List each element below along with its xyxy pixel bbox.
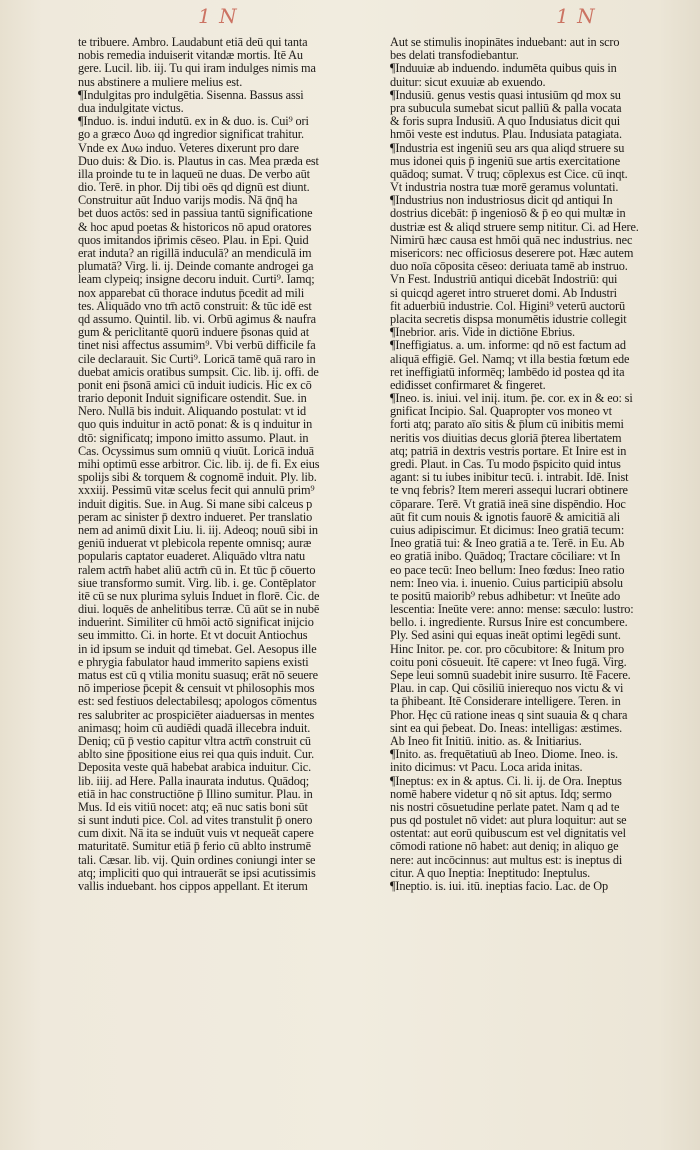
text-line: nem: Ineo via. i. inuenio. Cuius participiū absolu (390, 576, 623, 590)
text-line: te vnq febris? Item mereri assequi lucrari obtinere (390, 484, 628, 498)
text-line: leam clypeiq; insigne decoru induit. Curti⁹. Iamq; (78, 273, 315, 287)
text-line: Deniq; cū p̄ vestio capitur vltra actm̄ construit cū (78, 734, 311, 748)
text-line: illa proinde tu te in laqueū ne duas. De verbo aūt (78, 167, 310, 181)
text-line: aūt fit cum nouis & ignotis fauorē & amicitiā ali (390, 510, 620, 524)
text-line: te positū maiorib⁹ rebus adhibetur: vt Ineūte ado (390, 589, 621, 603)
text-line: lib. iiij. ad Here. Palla inaurata indutus. Quādoq; (78, 774, 310, 788)
text-line: est: sed festiuos delectabilesq; apologos cōmentus (78, 695, 317, 709)
text-line: Vt industria nostra tuæ morē geramus voluntati. (390, 181, 619, 195)
text-line: duo noīa cōposita cēseo: deriuata tamē ab instruo. (390, 260, 628, 274)
text-line: fit aduerbiū industrie. Col. Higini⁹ veterū auctorū (390, 299, 626, 313)
text-line: eo gratiā inibo. Quādoq; Tractare cōciliare: vt In (390, 550, 621, 564)
text-line: animasq; hoim cū audiēdi quadā illecebra induit. (78, 721, 311, 735)
text-line: ponit eni p̄sonā amici cū induit iudicis. Hic ex cō (78, 378, 312, 392)
text-line: mihi optimū esse arbitror. Cic. lib. ij. de fi. Ex eius (78, 458, 320, 471)
text-line: Ply. Sed asini qui equas ineāt optimi legēdi sunt. (390, 629, 621, 643)
text-line: trario deponit Induit significare ostendit. Sue. in (78, 392, 307, 406)
text-line: & hoc apud poetas & historicos nō apud oratores (78, 220, 312, 234)
text-line: aliquā effigiē. Gel. Namq; vt illa bestia fœtum ede (390, 352, 630, 366)
text-line: induit digitis. Sue. in Aug. Si mane sibi calceus p (78, 497, 313, 511)
text-line: dustriæ est & aliqd struere semp nititur. Ci. ad Here. (390, 220, 639, 234)
text-line: neritis vos diuitias decus gloriā p̄terea libertatem (390, 431, 622, 445)
text-line: matus est cū q vtilia monitu suasuq; erāt nō seuere (78, 669, 318, 682)
text-line: Duo duis: & Dio. is. Plautus in cas. Mea præda est (78, 154, 319, 168)
text-line: spolijs sibi & torquem & cognomē induit. Ply. lib. (78, 471, 317, 485)
text-line: coitu poni cōsueuit. Itē capere: vt Ineo fugā. Virg. (390, 655, 627, 669)
text-line: induerint. Similiter cū hmōi actō significat inijcio (78, 616, 314, 630)
text-line: diui. loquēs de anhelitibus terræ. Cū aūt se in nubē (78, 603, 320, 617)
text-line: & foris supra Indusiū. A quo Indusiatus dicit qui (390, 115, 621, 129)
text-line: quos imitandos ip̄rimis cēseo. Plau. in Epi. Quid (78, 233, 309, 247)
text-line: go a græco Δυω qd ingredior significat trahitur. (78, 128, 304, 142)
text-line: ostentat: aut eorū quibuscum est vel dignitatis vel (390, 827, 626, 841)
text-line: si sunt induti pice. Col. ad vites transtulit p̄ onero (78, 814, 313, 828)
text-line: cum dixit. Nā ita se induūt vuis vt nequeāt capere (78, 827, 314, 841)
text-line: atq; impliciti quo qui intrauerāt se ipsi acutissimis (78, 866, 316, 880)
text-line: dio. Terē. in phor. Dij tibi oēs qd dignū est diunt. (78, 181, 310, 195)
text-line: ¶Induuiæ ab induendo. indumēta quibus quis in (390, 62, 617, 76)
text-line: bes delati transfodiebantur. (390, 49, 519, 63)
folio-mark-right: 1 N (556, 4, 596, 28)
text-line: ¶Industria est ingeniū seu ars qua aliqd struere su (390, 141, 625, 155)
text-line: Mus. Id eis vitiū nocet: atq; eā nuc satis boni sūt (78, 800, 308, 814)
text-line: cile declarauit. Sic Curti⁹. Loricā tamē quā raro in (78, 352, 316, 366)
text-line: Construitur aūt Induo varijs modis. Nā q̄nq̄ ha (78, 194, 298, 208)
text-line: Plau. in cap. Qui cōsiliū inierequo nos victu & vi (390, 682, 624, 696)
text-line: cōparare. Terē. Vt gratiā ineā sine dispēndio. Hoc (390, 497, 626, 511)
text-line: ablto sine p̄positione eius rei qua quis induit. Cur. (78, 748, 315, 762)
text-line: res salubriter ac prospiciēter aiaduersas in mentes (78, 708, 315, 722)
text-line: Nero. Nullā bis induit. Aliquando postulat: vt id (78, 405, 306, 419)
folio-mark-left: 1 N (198, 4, 238, 28)
text-line: plumatā? Virg. li. ij. Deinde comante androgei ga (78, 260, 314, 274)
text-line: si quicqd ageret intro strueret domi. Ab Industri (390, 286, 617, 300)
text-line: nomē habere videtur q nō sit aptus. Idq; sermo (390, 787, 612, 801)
text-column-left (78, 36, 378, 893)
text-line: ret ineffigiatū informēq; lambēdo id postea qd ita (390, 365, 625, 379)
text-line: pus qd postulet nō videt: aut plura loquitur: aut se (390, 814, 627, 828)
text-line: gum & periclitantē quorū induere p̄sonas quid at (78, 326, 309, 340)
text-line: ¶Ineo. is. iniui. vel iniį. itum. p̄e. cor. ex in & eo: si (390, 392, 633, 406)
text-line: Phor. Hęc cū ratione ineas q sint suauia & q chara (390, 708, 628, 722)
text-line: atq; patriā in dextris vestris portare. Et Inire est in (390, 444, 627, 458)
text-line: Hinc Initor. pe. cor. pro cōcubitore: & Initum pro (390, 642, 624, 656)
text-line: erat induta? an rigillā induculā? an mendiculā im (78, 247, 312, 260)
text-line: peram ac sinister p̄ dextro indueret. Per translatio (78, 510, 313, 524)
text-line: hmōi veste est indutus. Plau. Indusiata patagiata. (390, 128, 622, 142)
text-line: ¶Inebrior. aris. Vide in dictiōne Ebrius. (390, 326, 575, 340)
text-line: ¶Inito. as. frequētatiuū ab Ineo. Diome. Ineo. is. (390, 748, 618, 762)
text-line: in id ipsum se induit qd timebat. Gel. Aesopus ille (78, 642, 317, 656)
text-line: tes. Aliquādo vno tm̄ actō construit: & tūc idē est (78, 299, 312, 313)
text-line: dostrius dicebāt: p̄ ingeniosō & p̄ eo qui multæ in (390, 207, 626, 221)
text-line: etiā in hac constructiōne p̄ Illino sumitur. Plau. in (78, 787, 313, 801)
text-line: tali. Cæsar. lib. vij. Quin ordines coniungi inter se (78, 853, 316, 867)
text-line: gredi. Plaut. in Cas. Tu modo p̄spicito quid intus (390, 458, 621, 471)
text-line: duebat amicis oratibus sumpsit. Cic. lib. ij. offi. de (78, 365, 319, 379)
text-line: quādoq; sumat. V truq; cōplexus est Cice. cū inqt. (390, 167, 628, 181)
text-line: te tribuere. Ambro. Laudabunt etiā deū qui tanta (78, 36, 308, 49)
text-line: ¶Ineptio. is. iui. itū. ineptias facio. Lac. de Op (390, 880, 608, 893)
text-line: ¶Indulgitas pro indulgētia. Sisenna. Bassus assi (78, 88, 304, 102)
text-line: inito dicimus: vt Pacu. Loca arida initas. (390, 761, 583, 775)
text-line: forti atq; parato aīo sitis & p̄lum cū inibitis memi (390, 418, 624, 432)
text-line: nere: aut incōcinnus: aut multus est: is ineptus di (390, 853, 623, 867)
text-line: lescentia: Ineūte vere: anno: mense: sæculo: lustro: (390, 603, 634, 617)
text-line: seu immitto. Ci. in horte. Et vt docuit Antiochus (78, 629, 308, 643)
text-line: nox apparebat cū thorace indutus p̄cedit ad mili (78, 286, 305, 300)
text-line: nem ad animū dixit Liu. li. iij. Adeoq; nouū sibi in (78, 523, 318, 537)
text-line: placita secretis dispsa monumētis idustrie collegit (390, 312, 627, 326)
text-line: dua indulgitate victus. (78, 101, 184, 115)
text-line: sint ea qui p̄ebeat. Do. Ineas: intelligas: æstimes. (390, 721, 623, 735)
text-line: cōmodi ratione nō habet: aut deniq; in aliquo ge (390, 840, 619, 854)
text-line: bello. i. ingrediente. Rursus Inire est concumbere. (390, 616, 628, 630)
text-line: quo quis induitur in actō ponat: & is q induitur in (78, 418, 313, 432)
text-line: nus abstinere a muliere melius est. (78, 75, 243, 89)
text-line: misericors: nec officiosus deserere pot. Hæc autem (390, 247, 634, 260)
text-line: bet duos actōs: sed in passiua tantū significatione (78, 207, 313, 221)
text-line: Aut se stimulis inopinātes induebant: aut in scro (390, 36, 620, 49)
text-line: Cas. Ocyssimus sum omniū q viuūt. Loricā induā (78, 444, 314, 458)
text-line: Nimirū hæc causa est hmōi quā nec industrius. nec (390, 233, 633, 247)
text-column-right (390, 36, 694, 893)
text-line: Vn Fest. Industriū antiqui dicebāt Indostriū: qui (390, 273, 618, 287)
text-line: ta p̄hibeant. Itē Considerare intelligere. Teren. in (390, 695, 621, 709)
text-line: Vnde ex Δυω induo. Veteres dixerunt pro dare (78, 141, 299, 155)
text-line: cuius adipiscimur. Et dicimus: Ineo gratiā tecum: (390, 523, 625, 537)
text-line: maturitatē. Sumitur etiā p̄ ferio cū ablto instrumē (78, 840, 311, 854)
text-line: ¶Indusiū. genus vestis quasi intusiūm qd mox su (390, 88, 621, 102)
text-line: siue transformo sumit. Virg. lib. i. ge. Contēplator (78, 576, 316, 590)
text-line: xxxiij. Pessimū vitæ scelus fecit qui annulū prim⁹ (78, 484, 315, 498)
text-line: nō imperiose p̄cepit & censuit vt philosophis mos (78, 682, 315, 696)
text-line: ¶Ineffigiatus. a. um. informe: qd nō est factum ad (390, 339, 626, 353)
text-line: gnificat Incipio. Sal. Quapropter vos moneo vt (390, 405, 612, 419)
text-line: pra subucula sumebat sicut palliū & palla vocata (390, 101, 622, 115)
text-line: dtō: significatq; impono imitto assumo. Plaut. in (78, 431, 309, 445)
text-line: e phrygia fabulator haud immerito sapiens existi (78, 655, 309, 669)
text-line: gere. Lucil. lib. iij. Tu qui iram indulges nimis ma (78, 62, 316, 76)
text-line: nis nostri cōsuetudine perlate patet. Nam q ad te (390, 800, 620, 814)
text-line: Ab Ineo fit Initiū. initio. as. & Initiarius. (390, 734, 582, 748)
text-line: mus idonei quis p̄ ingeniū sue artis exercitatione (390, 154, 620, 168)
text-line: Sepe leui somnū suadebit inire susurro. Itē Facere. (390, 669, 631, 682)
text-line: tinet nisi affectus assumim⁹. Vbi verbū difficile fa (78, 339, 316, 353)
text-line: Deposita veste quā habebat arabica induitur. Cic. (78, 761, 312, 775)
text-line: ralem actm̄ habet aliū actm̄ cū in. Et tūc p̄ cōuerto (78, 563, 316, 577)
text-line: duitur: sicut exuuiæ ab exuendo. (390, 75, 546, 89)
text-line: ¶Ineptus: ex in & aptus. Ci. li. ij. de Ora. Ineptus (390, 774, 622, 788)
text-line: popularis captator euaderet. Aliquādo vltra natu (78, 550, 306, 564)
text-line: nobis remedia induiserit vitandæ mortis. Itē Au (78, 49, 303, 63)
text-line: ¶Industrius non industriosus dicit qd antiqui In (390, 194, 613, 208)
text-line: agant: si tu iubes inibitur tecū. i. intrabit. Idē. Inist (390, 471, 629, 485)
text-line: Ineo gratiā tui: & Ineo gratiā a te. Terē. in Eu. Ab (390, 537, 625, 551)
text-line: ediđisset confirmaret & fingeret. (390, 378, 546, 392)
text-line: eo pace tecū: Ineo bellum: Ineo fœdus: Ineo ratio (390, 563, 625, 577)
text-line: geniū induerat vt plebicola repente omnisq; auræ (78, 537, 312, 551)
text-line: qd assumo. Quintil. lib. vi. Orbū agimus & naufra (78, 312, 316, 326)
text-line: ¶Induo. is. indui indutū. ex in & duo. is. Cui⁹ ori (78, 115, 309, 129)
text-line: itē cū se nux plurima syluis Induet in florē. Cic. de (78, 589, 320, 603)
text-line: vallis induebant. hos cippos appellant. Et iterum (78, 880, 308, 893)
text-line: citur. A quo Ineptia: Ineptitudo: Ineptulus. (390, 866, 591, 880)
